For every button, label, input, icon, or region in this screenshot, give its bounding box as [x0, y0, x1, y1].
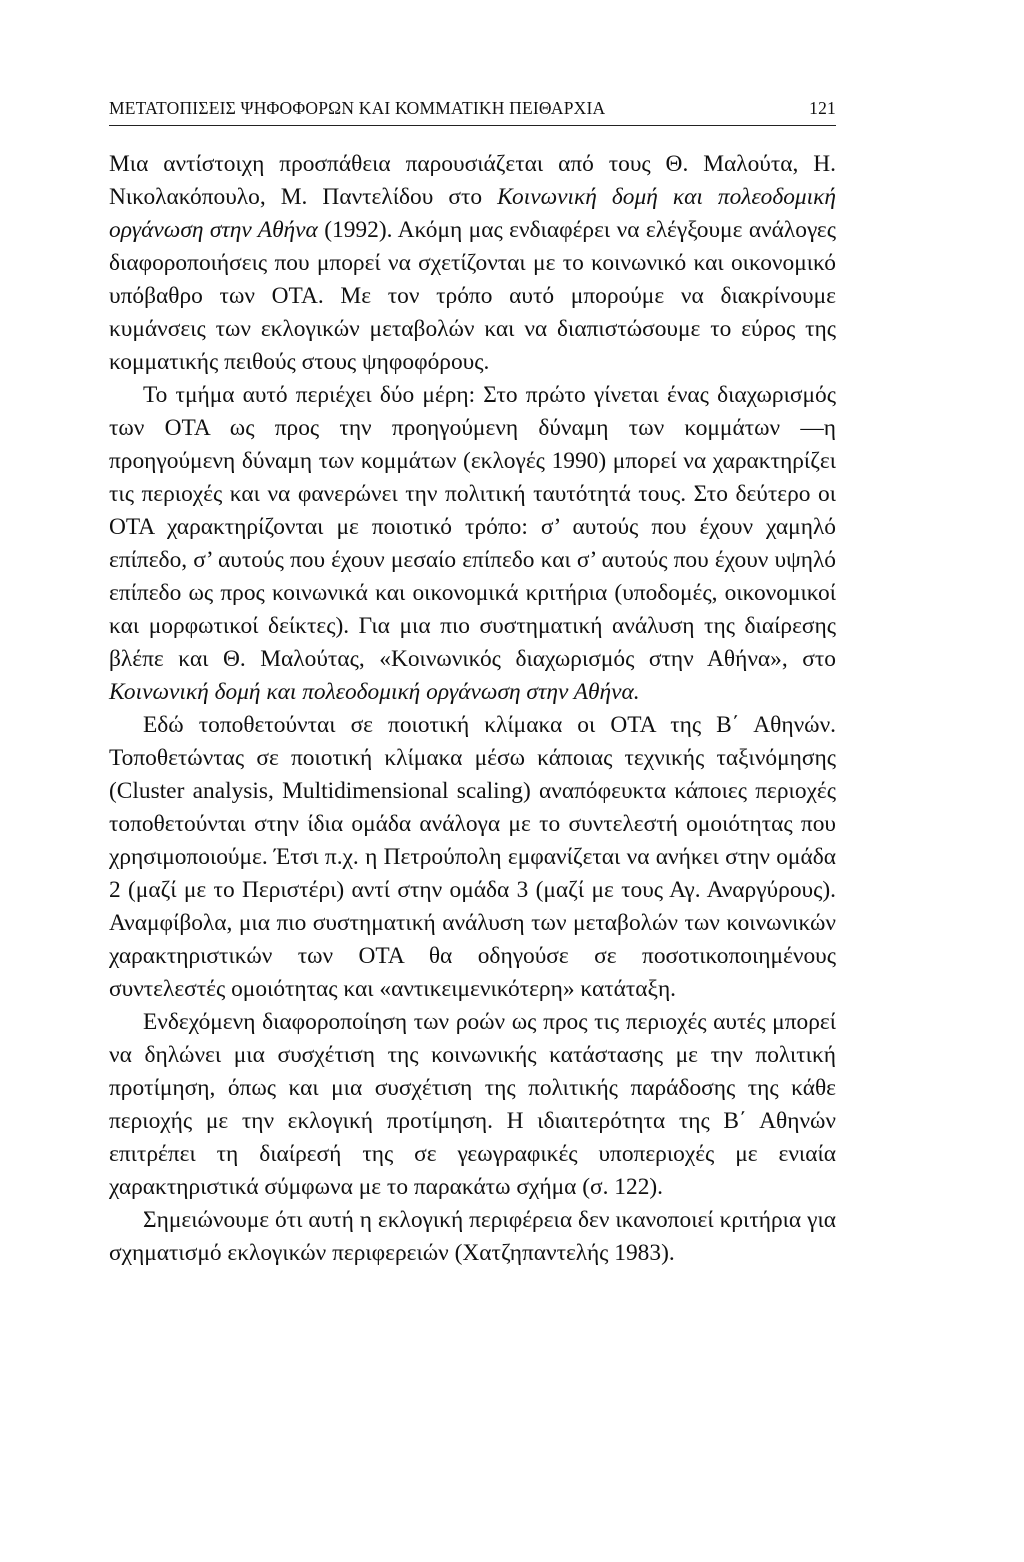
paragraph-1-text-cont: (1992). Ακόμη μας ενδιαφέρει να ελέγξουμε ανάλογες διαφοροποιήσεις που μπορεί να σχετίζονται με το κοινωνικό και οικονομικό υπόβαθρο των ΟΤΑ. Με τον τρόπο αυτό μπορούμε να διακρίνουμε κυμάνσεις των εκλογικών μεταβολών και να διαπιστώσουμε το εύρος της κομματικής πειθούς στους ψηφοφόρους. — [109, 217, 836, 375]
paragraph-5 — [109, 1204, 836, 1270]
running-head — [109, 98, 836, 126]
paragraph-2 — [109, 379, 836, 709]
paragraph-1 — [109, 148, 836, 379]
running-title: ΜΕΤΑΤΟΠΙΣΕΙΣ ΨΗΦΟΦΟΡΩΝ ΚΑΙ ΚΟΜΜΑΤΙΚΗ ΠΕΙΘΑΡΧΙΑ — [109, 98, 606, 118]
paragraph-1-text: Μια αντίστοιχη προσπάθεια παρουσιάζεται από τους Θ. Μαλούτα, Η. Νικολακόπουλο, Μ. Παντελίδου στο — [109, 151, 836, 210]
paragraph-4-text: Ενδεχόμενη διαφοροποίηση των ροών ως προς τις περιοχές αυτές μπορεί να δηλώνει μια συσχέτιση της κοινωνικής κατάστασης με την πολιτική προτίμηση, όπως και μια συσχέτιση της πολιτικής παράδοσης της κάθε περιοχής με την εκλογική προτίμηση. Η ιδιαιτερότητα της Β΄ Αθηνών επιτρέπει τη διαίρεσή της σε γεωγραφικές υποπεριοχές με ενιαία χαρακτηριστικά σύμφωνα με το παρακάτω σχήμα (σ. 122). — [109, 1009, 836, 1200]
paragraph-3-text: Εδώ τοποθετούνται σε ποιοτική κλίμακα οι ΟΤΑ της Β΄ Αθηνών. Τοποθετώντας σε ποιοτική κλίμακα μέσω κάποιας τεχνικής ταξινόμησης (Cluster analysis, Multidimensional scaling) αναπόφευκτα κάποιες περιοχές τοποθετούνται στην ίδια ομάδα ανάλογα με το συντελεστή ομοιότητας που χρησιμοποιούμε. Έτσι π.χ. η Πετρούπολη εμφανίζεται να ανήκει στην ομάδα 2 (μαζί με το Περιστέρι) αντί στην ομάδα 3 (μαζί με τους Αγ. Αναργύρους). Αναμφίβολα, μια πιο συστηματική ανάλυση των μεταβολών των κοινωνικών χαρακτηριστικών των ΟΤΑ θα οδηγούσε σε ποσοτικοποιημένους συντελεστές ομοιότητας και «αντικειμενικότερη» κατάταξη. — [109, 712, 836, 1002]
paragraph-2-text: Το τμήμα αυτό περιέχει δύο μέρη: Στο πρώτο γίνεται ένας διαχωρισμός των ΟΤΑ ως προς την προηγούμενη δύναμη των κομμάτων —η προηγούμενη δύναμη των κομμάτων (εκλογές 1990) μπορεί να χαρακτηρίζει τις περιοχές και να φανερώνει την πολιτική ταυτότητά τους. Στο δεύτερο οι ΟΤΑ χαρακτηρίζονται με ποιοτικό τρόπο: σ’ αυτούς που έχουν χαμηλό επίπεδο, σ’ αυτούς που έχουν μεσαίο επίπεδο και σ’ αυτούς που έχουν υψηλό επίπεδο ως προς κοινωνικά και οικονομικά κριτήρια (υποδομές, οικονομικοί και μορφωτικοί δείκτες). Για μια πιο συστηματική ανάλυση της διαίρεσης βλέπε και Θ. Μαλούτας, «Κοινωνικός διαχωρισμός στην Αθήνα», στο — [109, 382, 836, 672]
paragraph-2-book-title: Κοινωνική δομή και πολεοδομική οργάνωση στην Αθήνα. — [109, 679, 640, 705]
paragraph-4 — [109, 1006, 836, 1204]
paragraph-1-book-title: Κοινωνική δομή και πολεοδομική οργάνωση στην Αθήνα — [109, 184, 836, 243]
page-number: 121 — [809, 98, 836, 118]
paragraph-5-text: Σημειώνουμε ότι αυτή η εκλογική περιφέρεια δεν ικανοποιεί κριτήρια για σχηματισμό εκλογικών περιφερειών (Χατζηπαντελής 1983). — [109, 1207, 836, 1266]
body-text — [109, 148, 836, 1270]
book-page — [109, 98, 836, 1270]
paragraph-3 — [109, 709, 836, 1006]
